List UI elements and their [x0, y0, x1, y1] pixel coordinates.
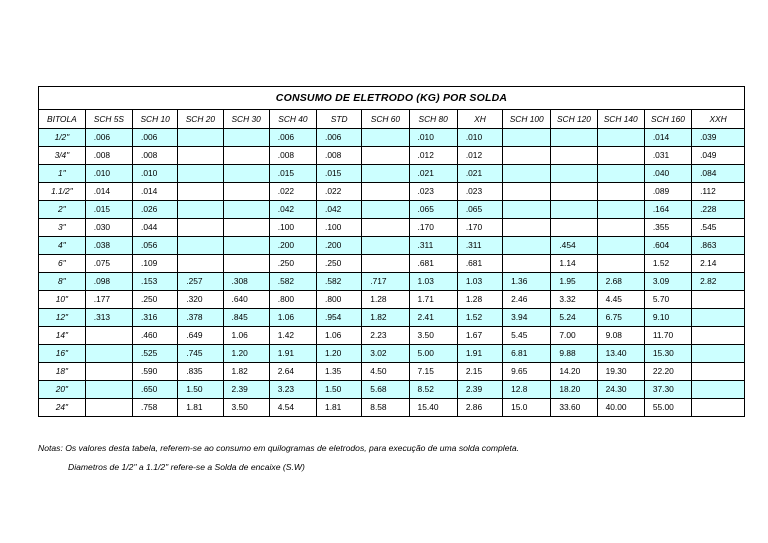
column-header: SCH 160 — [644, 110, 691, 128]
value-cell: .006 — [133, 128, 178, 146]
value-cell: .010 — [85, 164, 132, 182]
value-cell: .153 — [133, 272, 178, 290]
value-cell: 5.68 — [362, 380, 409, 398]
value-cell — [503, 254, 551, 272]
value-cell: 19.30 — [597, 362, 644, 380]
bitola-cell: 6" — [39, 254, 85, 272]
value-cell: 1.82 — [223, 362, 269, 380]
value-cell: .313 — [85, 308, 132, 326]
value-cell: 1.50 — [317, 380, 362, 398]
value-cell — [362, 236, 409, 254]
value-cell: 2.15 — [457, 362, 502, 380]
value-cell: 1.50 — [178, 380, 223, 398]
value-cell — [223, 218, 269, 236]
value-cell: 18.20 — [551, 380, 597, 398]
value-cell: .177 — [85, 290, 132, 308]
column-header: SCH 140 — [597, 110, 644, 128]
value-cell: .042 — [269, 200, 316, 218]
table-body — [39, 128, 744, 416]
value-cell: .008 — [85, 146, 132, 164]
value-cell: .170 — [409, 218, 457, 236]
value-cell — [503, 236, 551, 254]
value-cell: .228 — [692, 200, 744, 218]
value-cell: .006 — [269, 128, 316, 146]
value-cell: 14.20 — [551, 362, 597, 380]
column-header: BITOLA — [39, 110, 85, 128]
bitola-cell: 12" — [39, 308, 85, 326]
value-cell — [223, 128, 269, 146]
column-header: SCH 80 — [409, 110, 457, 128]
value-cell — [362, 128, 409, 146]
value-cell: .164 — [644, 200, 691, 218]
value-cell: 5.70 — [644, 290, 691, 308]
value-cell — [362, 218, 409, 236]
bitola-cell: 20" — [39, 380, 85, 398]
value-cell: 2.41 — [409, 308, 457, 326]
bitola-cell: 4" — [39, 236, 85, 254]
bitola-cell: 16" — [39, 344, 85, 362]
column-header: SCH 30 — [223, 110, 269, 128]
value-cell: .008 — [269, 146, 316, 164]
value-cell: .026 — [133, 200, 178, 218]
value-cell: 33.60 — [551, 398, 597, 416]
value-cell: 1.95 — [551, 272, 597, 290]
value-cell — [551, 146, 597, 164]
bitola-cell: 3/4" — [39, 146, 85, 164]
value-cell: .545 — [692, 218, 744, 236]
value-cell — [551, 200, 597, 218]
table-row — [39, 254, 744, 272]
value-cell: .454 — [551, 236, 597, 254]
value-cell: .014 — [133, 182, 178, 200]
value-cell — [178, 254, 223, 272]
value-cell: .021 — [409, 164, 457, 182]
value-cell: 1.52 — [644, 254, 691, 272]
column-header: SCH 10 — [133, 110, 178, 128]
value-cell: 15.0 — [503, 398, 551, 416]
value-cell: 1.42 — [269, 326, 316, 344]
value-cell: 1.06 — [269, 308, 316, 326]
value-cell — [597, 218, 644, 236]
value-cell — [503, 182, 551, 200]
bitola-cell: 14" — [39, 326, 85, 344]
table-row — [39, 218, 744, 236]
value-cell: 2.39 — [223, 380, 269, 398]
value-cell: .649 — [178, 326, 223, 344]
consumption-table — [39, 110, 744, 416]
value-cell: .311 — [409, 236, 457, 254]
value-cell — [362, 182, 409, 200]
value-cell: .200 — [269, 236, 316, 254]
value-cell: .049 — [692, 146, 744, 164]
value-cell — [692, 344, 744, 362]
value-cell: .010 — [457, 128, 502, 146]
value-cell: .604 — [644, 236, 691, 254]
value-cell: .250 — [133, 290, 178, 308]
value-cell: 4.54 — [269, 398, 316, 416]
value-cell — [551, 164, 597, 182]
table-row — [39, 128, 744, 146]
value-cell: .109 — [133, 254, 178, 272]
value-cell: 5.00 — [409, 344, 457, 362]
value-cell: .681 — [457, 254, 502, 272]
notes-line-2: Diametros de 1/2" a 1.1/2" refere-se a Solda de encaixe (S.W) — [68, 462, 305, 472]
bitola-cell: 8" — [39, 272, 85, 290]
value-cell: .006 — [317, 128, 362, 146]
value-cell: 2.46 — [503, 290, 551, 308]
value-cell: 8.58 — [362, 398, 409, 416]
value-cell: .582 — [269, 272, 316, 290]
value-cell: .800 — [317, 290, 362, 308]
column-header: XH — [457, 110, 502, 128]
value-cell: .112 — [692, 182, 744, 200]
value-cell: .200 — [317, 236, 362, 254]
value-cell: 1.06 — [317, 326, 362, 344]
value-cell — [362, 146, 409, 164]
value-cell — [85, 362, 132, 380]
value-cell: 12.8 — [503, 380, 551, 398]
value-cell: .008 — [317, 146, 362, 164]
table-row — [39, 398, 744, 416]
value-cell: 1.91 — [269, 344, 316, 362]
value-cell: 1.20 — [317, 344, 362, 362]
value-cell: .745 — [178, 344, 223, 362]
bitola-cell: 1/2" — [39, 128, 85, 146]
value-cell: .460 — [133, 326, 178, 344]
column-header: SCH 40 — [269, 110, 316, 128]
value-cell — [178, 236, 223, 254]
value-cell: .525 — [133, 344, 178, 362]
table-row — [39, 164, 744, 182]
table-row — [39, 236, 744, 254]
value-cell: 37.30 — [644, 380, 691, 398]
value-cell: 7.15 — [409, 362, 457, 380]
value-cell: 1.36 — [503, 272, 551, 290]
value-cell: .022 — [317, 182, 362, 200]
value-cell: .640 — [223, 290, 269, 308]
value-cell: .316 — [133, 308, 178, 326]
value-cell: .100 — [317, 218, 362, 236]
value-cell: 9.65 — [503, 362, 551, 380]
value-cell: 1.52 — [457, 308, 502, 326]
value-cell: 5.24 — [551, 308, 597, 326]
value-cell: 1.81 — [317, 398, 362, 416]
value-cell: 3.23 — [269, 380, 316, 398]
value-cell: 1.67 — [457, 326, 502, 344]
value-cell: .040 — [644, 164, 691, 182]
value-cell: 7.00 — [551, 326, 597, 344]
value-cell — [223, 254, 269, 272]
value-cell — [223, 164, 269, 182]
value-cell: 9.08 — [597, 326, 644, 344]
table-row — [39, 380, 744, 398]
notes-line-1: Notas: Os valores desta tabela, referem-se ao consumo em quilogramas de eletrodos, para execução de uma solda completa. — [38, 443, 520, 453]
value-cell: .582 — [317, 272, 362, 290]
value-cell: 1.71 — [409, 290, 457, 308]
value-cell: 2.68 — [597, 272, 644, 290]
value-cell — [178, 128, 223, 146]
value-cell — [178, 146, 223, 164]
table-row — [39, 344, 744, 362]
value-cell — [503, 146, 551, 164]
value-cell — [597, 128, 644, 146]
column-header: STD — [317, 110, 362, 128]
value-cell — [692, 380, 744, 398]
column-header: SCH 100 — [503, 110, 551, 128]
value-cell: 2.82 — [692, 272, 744, 290]
bitola-cell: 2" — [39, 200, 85, 218]
value-cell: 1.28 — [362, 290, 409, 308]
value-cell: 1.82 — [362, 308, 409, 326]
value-cell — [597, 236, 644, 254]
value-cell — [551, 182, 597, 200]
value-cell: 6.75 — [597, 308, 644, 326]
value-cell: 40.00 — [597, 398, 644, 416]
value-cell: 6.81 — [503, 344, 551, 362]
value-cell: .355 — [644, 218, 691, 236]
bitola-cell: 24" — [39, 398, 85, 416]
table-row — [39, 326, 744, 344]
value-cell: 3.94 — [503, 308, 551, 326]
value-cell: 1.91 — [457, 344, 502, 362]
value-cell: .065 — [409, 200, 457, 218]
value-cell: .021 — [457, 164, 502, 182]
value-cell: 15.30 — [644, 344, 691, 362]
value-cell: .800 — [269, 290, 316, 308]
value-cell: 3.02 — [362, 344, 409, 362]
value-cell: 2.86 — [457, 398, 502, 416]
value-cell: .835 — [178, 362, 223, 380]
value-cell — [223, 182, 269, 200]
column-header: SCH 5S — [85, 110, 132, 128]
column-header: SCH 60 — [362, 110, 409, 128]
table-row — [39, 272, 744, 290]
value-cell: 22.20 — [644, 362, 691, 380]
value-cell — [597, 254, 644, 272]
value-cell: .257 — [178, 272, 223, 290]
table-row — [39, 362, 744, 380]
value-cell — [551, 218, 597, 236]
column-header: SCH 120 — [551, 110, 597, 128]
value-cell — [223, 146, 269, 164]
value-cell: .015 — [269, 164, 316, 182]
value-cell: .065 — [457, 200, 502, 218]
value-cell: .023 — [409, 182, 457, 200]
value-cell: 9.88 — [551, 344, 597, 362]
value-cell — [597, 164, 644, 182]
value-cell — [223, 236, 269, 254]
value-cell — [85, 380, 132, 398]
value-cell — [362, 254, 409, 272]
value-cell: .089 — [644, 182, 691, 200]
value-cell: .006 — [85, 128, 132, 146]
value-cell: 1.03 — [409, 272, 457, 290]
bitola-cell: 10" — [39, 290, 85, 308]
value-cell: .008 — [133, 146, 178, 164]
value-cell: 1.06 — [223, 326, 269, 344]
table-row — [39, 182, 744, 200]
value-cell — [362, 200, 409, 218]
value-cell: 5.45 — [503, 326, 551, 344]
value-cell — [503, 128, 551, 146]
value-cell: 1.20 — [223, 344, 269, 362]
value-cell — [178, 200, 223, 218]
value-cell: 13.40 — [597, 344, 644, 362]
table-row — [39, 290, 744, 308]
bitola-cell: 3" — [39, 218, 85, 236]
value-cell: .023 — [457, 182, 502, 200]
value-cell: .014 — [85, 182, 132, 200]
value-cell: .042 — [317, 200, 362, 218]
value-cell: 1.81 — [178, 398, 223, 416]
value-cell: .038 — [85, 236, 132, 254]
value-cell — [85, 326, 132, 344]
value-cell — [597, 182, 644, 200]
value-cell: .311 — [457, 236, 502, 254]
table-row — [39, 146, 744, 164]
value-cell: .030 — [85, 218, 132, 236]
value-cell: .250 — [317, 254, 362, 272]
value-cell: .014 — [644, 128, 691, 146]
value-cell: .010 — [409, 128, 457, 146]
value-cell: 1.03 — [457, 272, 502, 290]
value-cell: 3.50 — [223, 398, 269, 416]
value-cell: .056 — [133, 236, 178, 254]
value-cell: 3.50 — [409, 326, 457, 344]
value-cell: 2.64 — [269, 362, 316, 380]
value-cell — [692, 398, 744, 416]
value-cell: .954 — [317, 308, 362, 326]
value-cell: .022 — [269, 182, 316, 200]
value-cell — [223, 200, 269, 218]
value-cell: .378 — [178, 308, 223, 326]
value-cell — [597, 146, 644, 164]
bitola-cell: 1.1/2" — [39, 182, 85, 200]
column-header: XXH — [692, 110, 744, 128]
value-cell: 9.10 — [644, 308, 691, 326]
value-cell — [692, 290, 744, 308]
value-cell — [178, 182, 223, 200]
value-cell: .308 — [223, 272, 269, 290]
table-row — [39, 200, 744, 218]
value-cell — [692, 326, 744, 344]
value-cell: 1.28 — [457, 290, 502, 308]
value-cell: 2.23 — [362, 326, 409, 344]
notes — [38, 441, 519, 475]
value-cell: .010 — [133, 164, 178, 182]
value-cell: .075 — [85, 254, 132, 272]
value-cell — [503, 200, 551, 218]
value-cell: 55.00 — [644, 398, 691, 416]
value-cell: .100 — [269, 218, 316, 236]
value-cell — [503, 164, 551, 182]
value-cell: 11.70 — [644, 326, 691, 344]
value-cell: .015 — [317, 164, 362, 182]
value-cell: 4.50 — [362, 362, 409, 380]
value-cell — [85, 344, 132, 362]
value-cell: .039 — [692, 128, 744, 146]
value-cell — [362, 164, 409, 182]
value-cell: .681 — [409, 254, 457, 272]
consumption-table-sheet — [38, 86, 745, 417]
value-cell: .012 — [409, 146, 457, 164]
value-cell: 8.52 — [409, 380, 457, 398]
value-cell — [178, 164, 223, 182]
value-cell: .015 — [85, 200, 132, 218]
value-cell: 4.45 — [597, 290, 644, 308]
value-cell — [692, 362, 744, 380]
table-row — [39, 308, 744, 326]
value-cell: .012 — [457, 146, 502, 164]
value-cell: 24.30 — [597, 380, 644, 398]
value-cell: .320 — [178, 290, 223, 308]
value-cell: 1.14 — [551, 254, 597, 272]
value-cell: .044 — [133, 218, 178, 236]
value-cell: .863 — [692, 236, 744, 254]
value-cell: .845 — [223, 308, 269, 326]
value-cell: 2.14 — [692, 254, 744, 272]
bitola-cell: 18" — [39, 362, 85, 380]
value-cell: .717 — [362, 272, 409, 290]
value-cell — [597, 200, 644, 218]
value-cell: .084 — [692, 164, 744, 182]
value-cell: 3.32 — [551, 290, 597, 308]
header-row — [39, 110, 744, 128]
value-cell — [85, 398, 132, 416]
value-cell: 15.40 — [409, 398, 457, 416]
value-cell: .758 — [133, 398, 178, 416]
value-cell — [692, 308, 744, 326]
value-cell — [178, 218, 223, 236]
value-cell: .031 — [644, 146, 691, 164]
value-cell: .250 — [269, 254, 316, 272]
column-header: SCH 20 — [178, 110, 223, 128]
value-cell: 3.09 — [644, 272, 691, 290]
value-cell — [551, 128, 597, 146]
value-cell: .098 — [85, 272, 132, 290]
value-cell: .170 — [457, 218, 502, 236]
bitola-cell: 1" — [39, 164, 85, 182]
table-title: CONSUMO DE ELETRODO (KG) POR SOLDA — [39, 87, 744, 110]
value-cell: .650 — [133, 380, 178, 398]
value-cell: 2.39 — [457, 380, 502, 398]
value-cell: 1.35 — [317, 362, 362, 380]
value-cell — [503, 218, 551, 236]
value-cell: .590 — [133, 362, 178, 380]
